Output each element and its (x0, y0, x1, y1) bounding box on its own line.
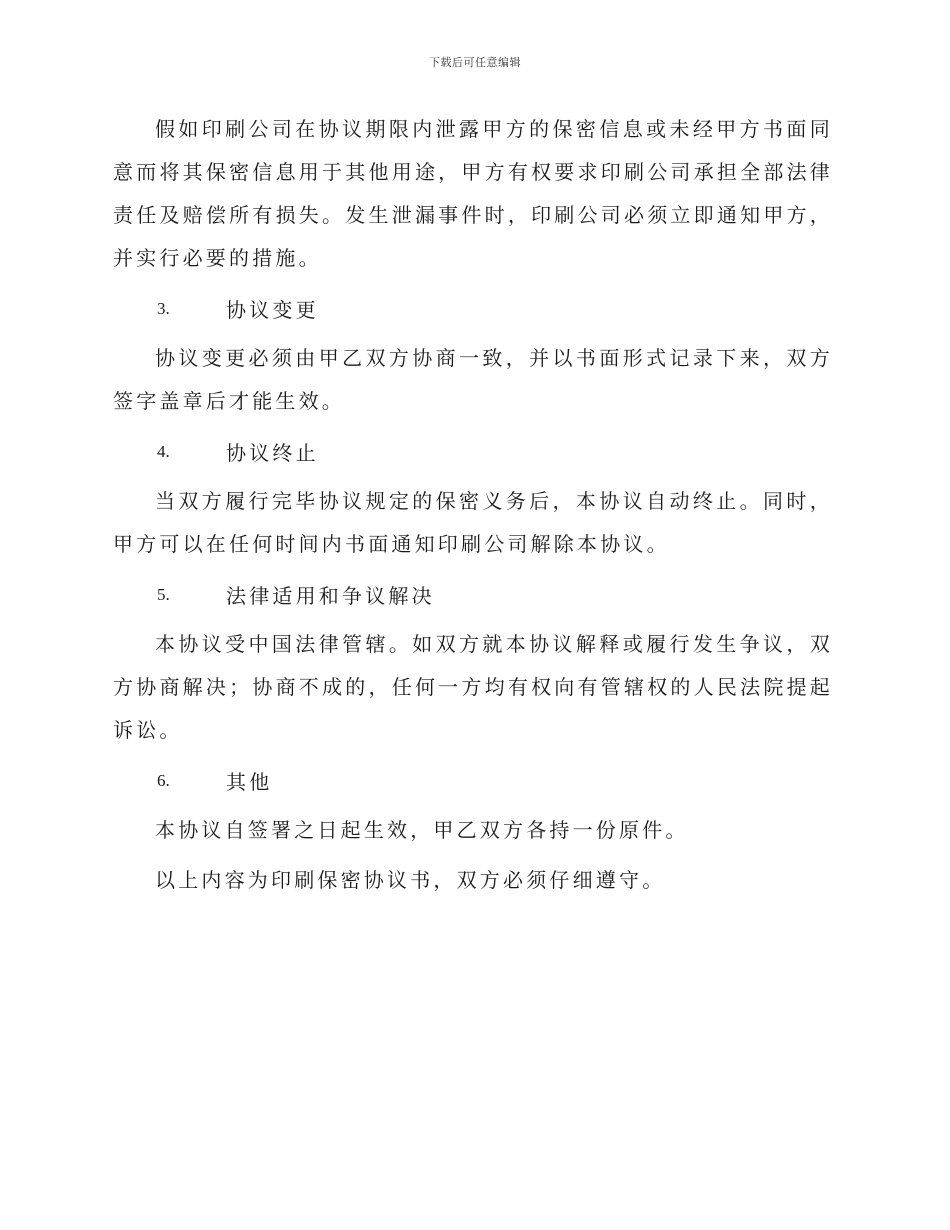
section-number: 6. (157, 770, 170, 790)
document-body (113, 108, 833, 909)
section-heading-3 (113, 287, 833, 330)
section-heading-4 (113, 430, 833, 473)
section-heading-5 (113, 573, 833, 616)
section-number: 5. (157, 584, 170, 604)
section-number: 4. (157, 441, 170, 461)
section-title: 法律适用和争议解决 (226, 584, 435, 608)
section-title: 协议终止 (226, 441, 319, 465)
section-title: 其他 (226, 770, 273, 794)
section-body-5: 本协议受中国法律管辖。如双方就本协议解释或履行发生争议，双方协商解决；协商不成的，任何一方均有权向有管辖权的人民法院提起诉讼。 (113, 632, 833, 742)
section-body-4: 当双方履行完毕协议规定的保密义务后，本协议自动终止。同时，甲方可以在任何时间内书面通知印刷公司解除本协议。 (113, 489, 833, 556)
section-heading-6 (113, 759, 833, 802)
section-title: 协议变更 (226, 298, 319, 322)
closing-paragraph: 以上内容为印刷保密协议书，双方必须仔细遵守。 (155, 868, 666, 892)
section-number: 3. (157, 298, 170, 318)
header-note: 下载后可任意编辑 (429, 56, 521, 69)
section-body-6: 本协议自签署之日起生效，甲乙双方各持一份原件。 (155, 818, 689, 842)
section-body-3: 协议变更必须由甲乙双方协商一致，并以书面形式记录下来，双方签字盖章后才能生效。 (113, 346, 833, 413)
intro-paragraph: 假如印刷公司在协议期限内泄露甲方的保密信息或未经甲方书面同意而将其保密信息用于其他用途，甲方有权要求印刷公司承担全部法律责任及赔偿所有损失。发生泄漏事件时，印刷公司必须立即通知甲方，并实行必要的措施。 (113, 117, 833, 270)
